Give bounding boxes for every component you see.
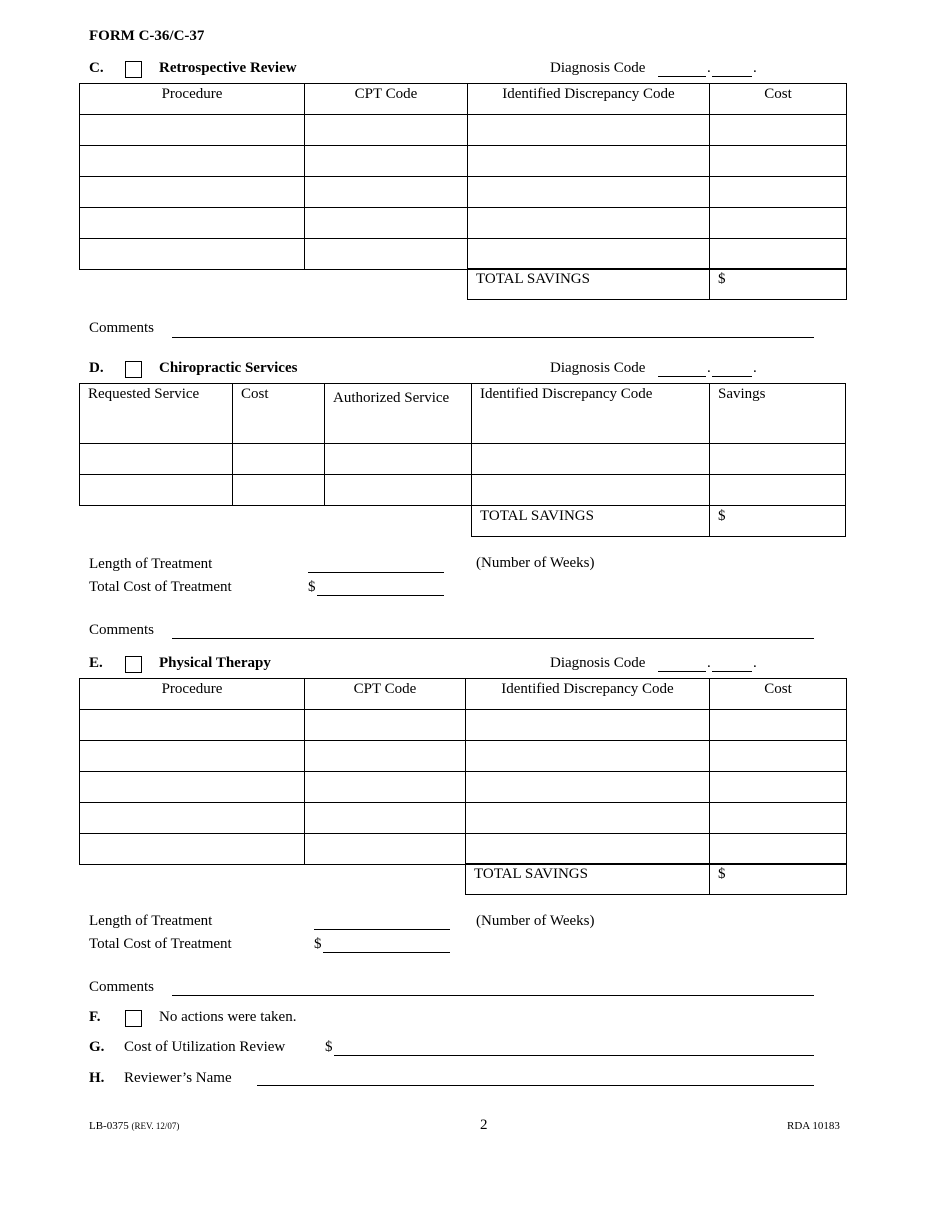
col-header-cpt-code: CPT Code [305,84,468,115]
section-c-diagnosis-dot: . [707,60,711,76]
page-number: 2 [480,1117,488,1133]
section-c-letter: C. [89,60,104,76]
section-c-comments-field[interactable] [172,337,814,338]
table-cell[interactable] [710,115,847,146]
section-d-diagnosis-label: Diagnosis Code [550,360,646,376]
table-cell[interactable] [80,239,305,270]
table-row [80,239,847,270]
table-row [80,834,847,865]
no-actions-checkbox[interactable] [125,1010,142,1027]
table-cell[interactable] [472,475,710,506]
table-cell[interactable] [466,710,710,741]
col-header-requested-service: Requested Service [80,384,233,444]
footer-form-number-text: LB-0375 [89,1120,129,1132]
table-cell[interactable] [325,444,472,475]
table-row [80,803,847,834]
section-e-total-label: TOTAL SAVINGS [466,864,710,895]
section-c-checkbox[interactable] [125,61,142,78]
table-cell[interactable] [710,710,847,741]
table-row [80,146,847,177]
table-cell[interactable] [305,239,468,270]
col-header-discrepancy-code: Identified Discrepancy Code [472,384,710,444]
section-d-length-field[interactable] [308,572,444,573]
section-d-total-value[interactable]: $ [710,506,846,537]
table-cell[interactable] [710,239,847,270]
no-actions-label: No actions were taken. [159,1009,297,1025]
col-header-cost: Cost [233,384,325,444]
table-cell[interactable] [468,239,710,270]
utilization-review-cost-field[interactable] [334,1055,814,1056]
section-c-total-label: TOTAL SAVINGS [468,269,710,300]
section-d-diagnosis-dot-end: . [753,360,757,376]
table-cell[interactable] [710,146,847,177]
table-cell[interactable] [710,208,847,239]
table-cell[interactable] [80,475,233,506]
col-header-discrepancy-code: Identified Discrepancy Code [468,84,710,115]
reviewer-name-field[interactable] [257,1085,814,1086]
section-e-total-table [465,863,847,895]
section-e-length-field[interactable] [314,929,450,930]
section-d-checkbox[interactable] [125,361,142,378]
section-e-diagnosis-field-2[interactable] [712,671,752,672]
section-c-table [79,83,847,270]
col-header-procedure: Procedure [80,84,305,115]
section-d-weeks-label: (Number of Weeks) [476,555,595,571]
table-cell[interactable] [305,146,468,177]
table-cell[interactable] [305,710,466,741]
section-d-comments-label: Comments [89,622,155,638]
section-e-total-cost-label: Total Cost of Treatment [89,936,232,952]
table-cell[interactable] [233,475,325,506]
table-cell[interactable] [710,772,847,803]
table-row [80,115,847,146]
table-row [80,772,847,803]
col-header-cpt-code: CPT Code [305,679,466,710]
section-d-total-cost-symbol: $ [308,579,316,595]
section-e-diagnosis-dot-end: . [753,655,757,671]
table-cell[interactable] [466,834,710,865]
table-cell[interactable] [80,208,305,239]
section-c-diagnosis-dot-end: . [753,60,757,76]
table-cell[interactable] [305,741,466,772]
section-d-diagnosis-dot: . [707,360,711,376]
col-header-authorized-service: Authorized Service [325,384,472,444]
col-header-discrepancy-code: Identified Discrepancy Code [466,679,710,710]
section-e-table [79,678,847,865]
section-d-length-label: Length of Treatment [89,556,213,572]
section-e-comments-label: Comments [89,979,155,995]
reviewer-name-label: Reviewer’s Name [124,1070,232,1086]
footer-revision: (REV. 12/07) [131,1121,180,1131]
section-c-title: Retrospective Review [159,60,297,76]
table-cell[interactable] [80,772,305,803]
table-cell[interactable] [80,834,305,865]
table-cell[interactable] [468,146,710,177]
table-cell[interactable] [80,444,233,475]
table-cell[interactable] [466,772,710,803]
col-header-cost: Cost [710,679,847,710]
table-row [80,710,847,741]
section-d-title: Chiropractic Services [159,360,298,376]
table-cell[interactable] [80,115,305,146]
table-cell[interactable] [80,741,305,772]
table-cell[interactable] [466,803,710,834]
table-cell[interactable] [468,208,710,239]
section-c-total-value[interactable]: $ [710,269,847,300]
table-cell[interactable] [710,803,847,834]
section-e-total-cost-symbol: $ [314,936,322,952]
section-d-total-label: TOTAL SAVINGS [472,506,710,537]
table-cell[interactable] [468,115,710,146]
section-e-total-cost-field[interactable] [323,952,450,953]
table-row [80,444,846,475]
section-d-diagnosis-field-1[interactable] [658,376,706,377]
section-e-diagnosis-field-1[interactable] [658,671,706,672]
section-d-letter: D. [89,360,104,376]
section-e-checkbox[interactable] [125,656,142,673]
table-cell[interactable] [80,710,305,741]
section-e-diagnosis-dot: . [707,655,711,671]
section-c-diagnosis-label: Diagnosis Code [550,60,646,76]
table-cell[interactable] [710,741,847,772]
table-cell[interactable] [305,115,468,146]
table-cell[interactable] [305,834,466,865]
section-e-length-label: Length of Treatment [89,913,213,929]
col-header-savings: Savings [710,384,846,444]
utilization-review-cost-symbol: $ [325,1039,333,1055]
table-cell[interactable] [468,177,710,208]
section-e-diagnosis-label: Diagnosis Code [550,655,646,671]
table-row [80,475,846,506]
table-cell[interactable] [710,444,846,475]
section-g-letter: G. [89,1039,105,1055]
table-cell[interactable] [305,208,468,239]
section-c-comments-label: Comments [89,320,155,336]
section-d-comments-field[interactable] [172,638,814,639]
table-cell[interactable] [466,741,710,772]
section-e-weeks-label: (Number of Weeks) [476,913,595,929]
section-d-total-cost-field[interactable] [317,595,444,596]
section-d-total-table [471,505,846,537]
footer-rda: RDA 10183 [787,1120,840,1132]
section-e-total-value[interactable]: $ [710,864,847,895]
section-c-total-table [467,268,847,300]
table-cell[interactable] [305,177,468,208]
table-row [80,177,847,208]
col-header-cost: Cost [710,84,847,115]
table-cell[interactable] [710,834,847,865]
footer-form-number [89,1120,179,1132]
section-e-comments-field[interactable] [172,995,814,996]
table-row [80,741,847,772]
table-cell[interactable] [233,444,325,475]
section-d-table [79,383,846,506]
section-d-diagnosis-field-2[interactable] [712,376,752,377]
table-cell[interactable] [305,772,466,803]
section-h-letter: H. [89,1070,105,1086]
table-cell[interactable] [305,803,466,834]
table-cell[interactable] [710,475,846,506]
table-cell[interactable] [472,444,710,475]
table-cell[interactable] [80,146,305,177]
section-d-total-cost-label: Total Cost of Treatment [89,579,232,595]
section-e-letter: E. [89,655,103,671]
section-c-diagnosis-field-2[interactable] [712,76,752,77]
col-header-procedure: Procedure [80,679,305,710]
table-cell[interactable] [80,177,305,208]
table-cell[interactable] [80,803,305,834]
utilization-review-cost-label: Cost of Utilization Review [124,1039,286,1055]
table-cell[interactable] [325,475,472,506]
section-e-title: Physical Therapy [159,655,271,671]
table-cell[interactable] [710,177,847,208]
form-title: FORM C-36/C-37 [89,28,205,44]
table-row [80,208,847,239]
section-f-letter: F. [89,1009,101,1025]
section-c-diagnosis-field-1[interactable] [658,76,706,77]
